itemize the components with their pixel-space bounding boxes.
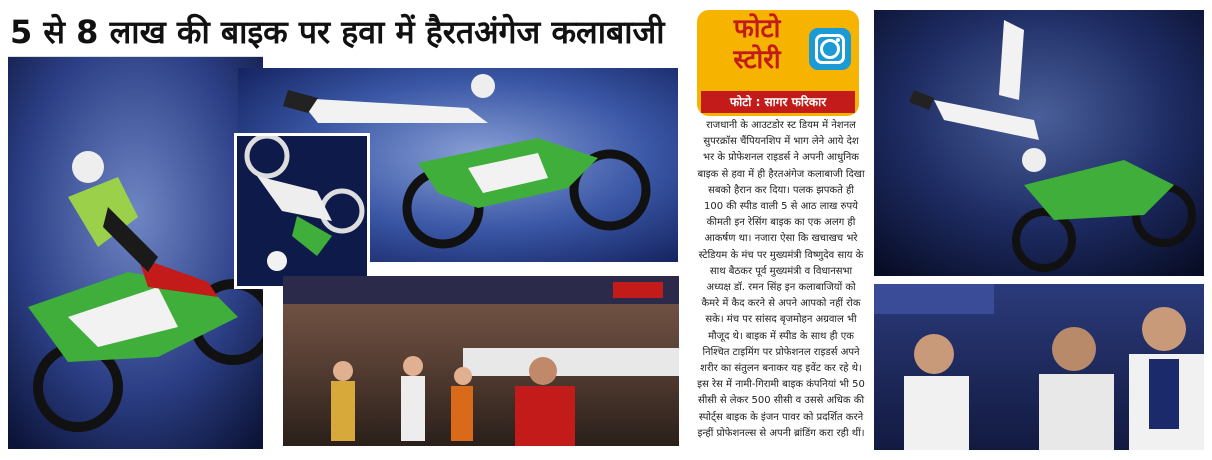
photo-crowd — [283, 276, 679, 446]
photo-rider-inset — [234, 133, 370, 289]
camera-icon — [809, 28, 851, 70]
badge-title-line2: स्टोरी — [733, 45, 781, 75]
photo-story-badge — [697, 10, 859, 116]
headline: 5 से 8 लाख की बाइक पर हवा में हैरतअंगेज कलाबाजी — [10, 13, 665, 51]
badge-title-line1: फोटो — [733, 14, 781, 44]
badge-title — [705, 14, 809, 76]
photo-rider-trick — [874, 10, 1204, 276]
photo-rider-left — [8, 56, 263, 449]
photo-credit: फोटो : सागर फरिकार — [701, 91, 855, 113]
photo-dignitaries — [874, 284, 1204, 450]
story-text: राजधानी के आउटडोर स्ट डियम में नेशनल सुपरक्रॉस चैंपियनशिप में भाग लेने आये देश भर के प्रोफेशनल राइडर्स ने अपनी आधुनिक बाइक से हवा में ही हैरतअंगेज कलाबाजी दिखा सबको हैरान कर दिया। पलक झपकते ही 100 की स्पीड वाली 5 से आठ लाख रुपये कीमती इन रेसिंग बाइक का एक अलग ही आकर्षण था। नजारा ऐसा कि खचाखच भरे स्टेडियम के मंच पर मुख्यमंत्री विष्णुदेव साय के साथ बैठकर पूर्व मुख्यमंत्री व विधानसभा अध्यक्ष डॉ. रमन सिंह इन कलाबाजियों को कैमरे में कैद करने से अपने आपको नहीं रोक सके। मंच पर सांसद बृजमोहन अग्रवाल भी मौजूद थे। बाइक में स्पीड के साथ ही एक निश्चित टाइमिंग पर प्रोफेशनल राइडर्स अपने शरीर का संतुलन बनाकर यह इवेंट कर रहे थे। इस रेस में नामी-गिरामी बाइक कंपनियां भी 50 सीसी से लेकर 500 सीसी व उससे अधिक की स्पोर्ट्स बाइक के इंजन पावर को प्रदर्शित करने इन्हीं प्रोफेशनल्स से अपनी ब्रांडिंग करा रही थीं। — [697, 120, 865, 439]
